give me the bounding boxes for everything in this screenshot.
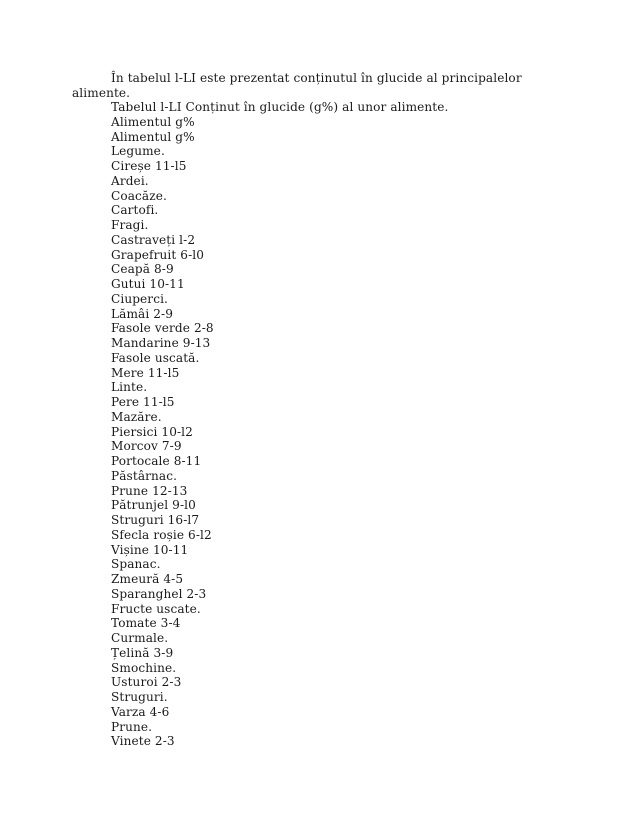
text-line: Ciuperci. (111, 291, 168, 306)
text-line: Vinete 2-3 (111, 734, 175, 749)
text-line: Lămâi 2-9 (111, 306, 174, 321)
text-line: Morcov 7-9 (111, 439, 182, 454)
text-line: Vișine 10-11 (111, 542, 189, 557)
text-line: Fructe uscate. (111, 601, 201, 616)
text-line: Piersici 10-l2 (111, 424, 193, 439)
text-line: Usturoi 2-3 (111, 675, 182, 690)
text-line: Sfecla roșie 6-l2 (111, 527, 212, 542)
text-line: Struguri. (111, 690, 168, 704)
text-line: Cartofi. (111, 203, 159, 218)
text-line: Pătrunjel 9-l0 (111, 498, 196, 513)
text-line: Prune 12-13 (111, 483, 188, 498)
text-line: Mazăre. (111, 409, 162, 424)
text-line: Prune. (111, 719, 153, 734)
text-line: Alimentul g% (111, 129, 195, 144)
text-line: Spanac. (111, 557, 161, 572)
text-line: Curmale. (111, 631, 169, 645)
text-line: Alimentul g% (111, 114, 195, 129)
intro-paragraph-line-2: alimente. (72, 86, 131, 100)
text-line: Linte. (111, 380, 148, 395)
text-line: Țelină 3-9 (111, 645, 174, 660)
text-line: Struguri 16-l7 (111, 513, 200, 527)
text-line: Gutui 10-11 (111, 277, 185, 291)
text-line: Păstârnac. (111, 468, 178, 483)
text-line: Pere 11-l5 (111, 395, 175, 409)
text-line: Sparanghel 2-3 (111, 586, 207, 601)
text-line: Grapefruit 6-l0 (111, 247, 205, 262)
text-line: Tomate 3-4 (111, 616, 181, 631)
text-line: Portocale 8-11 (111, 454, 202, 468)
text-line: Varza 4-6 (111, 704, 170, 719)
text-line: Ardei. (111, 173, 149, 188)
table-text-lines (111, 100, 448, 749)
text-line: Mandarine 9-13 (111, 336, 211, 350)
table-caption: Tabelul l-LI Conținut în glucide (g%) al unor alimente. (111, 100, 449, 114)
text-line: Fragi. (111, 218, 149, 232)
text-line: Legume. (111, 144, 165, 159)
text-line: Castraveți l-2 (111, 232, 196, 247)
text-line: Zmeură 4-5 (111, 572, 184, 586)
text-line: Ceapă 8-9 (111, 262, 174, 277)
text-line: Mere 11-l5 (111, 365, 180, 380)
text-line: Coacăze. (111, 188, 167, 203)
intro-paragraph-line-1: În tabelul l-LI este prezentat conținutul în glucide al principalelor (111, 71, 522, 85)
text-line: Fasole uscată. (111, 350, 200, 365)
text-line: Smochine. (111, 660, 177, 675)
text-line: Cireșe 11-l5 (111, 159, 187, 173)
text-line: Fasole verde 2-8 (111, 321, 214, 336)
